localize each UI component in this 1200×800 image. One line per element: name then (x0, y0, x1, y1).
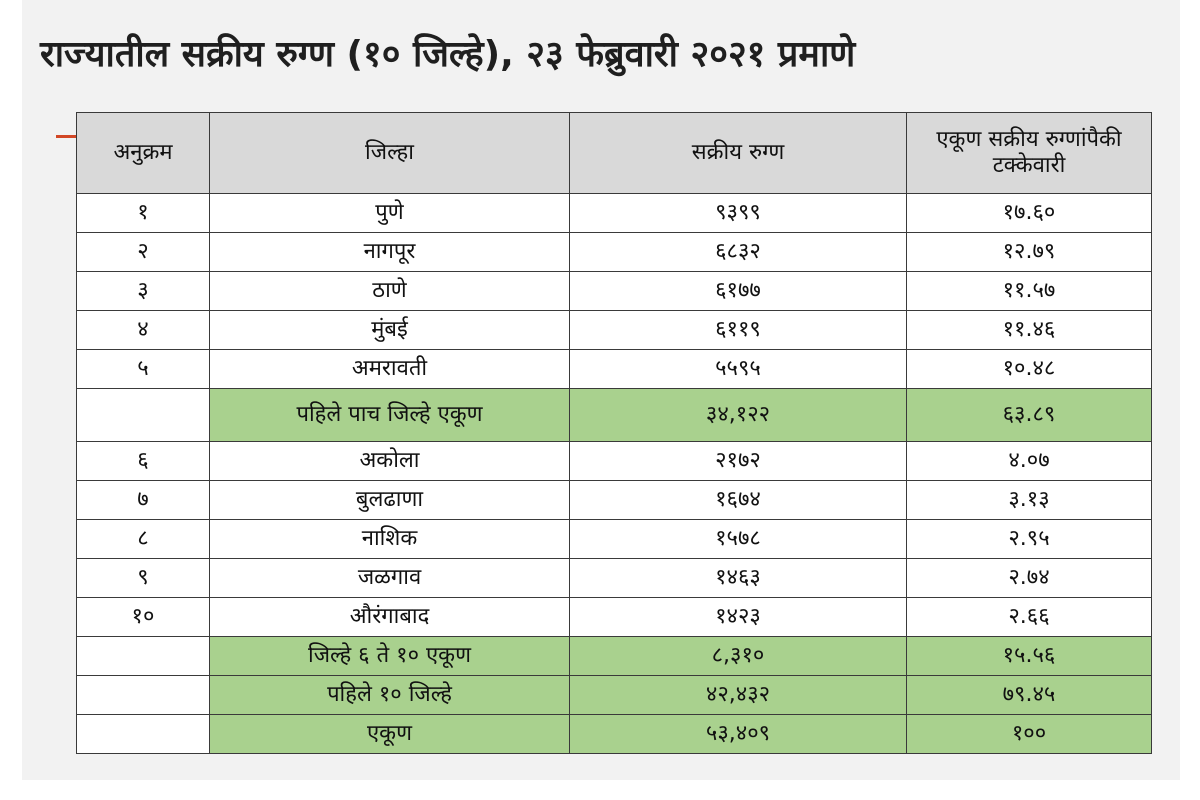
cell-district: जळगाव (210, 559, 570, 598)
cell-serial: ५ (77, 350, 210, 389)
cell-active: १५७८ (570, 520, 907, 559)
cell-district: औरंगाबाद (210, 598, 570, 637)
cell-serial: २ (77, 233, 210, 272)
subtotal-row-top-five (77, 389, 1152, 442)
cell-active: २१७२ (570, 442, 907, 481)
cell-percent: १७.६० (907, 194, 1152, 233)
cell-percent: ७९.४५ (907, 676, 1152, 715)
cell-serial: ८ (77, 520, 210, 559)
cell-serial: १ (77, 194, 210, 233)
cell-active: ५३,४०९ (570, 715, 907, 754)
cell-active: ८,३१० (570, 637, 907, 676)
cell-percent: ११.५७ (907, 272, 1152, 311)
cell-serial: ६ (77, 442, 210, 481)
cell-district: नागपूर (210, 233, 570, 272)
cell-serial (77, 389, 210, 442)
table-row (77, 194, 1152, 233)
cell-percent: २.९५ (907, 520, 1152, 559)
cell-district: पहिले पाच जिल्हे एकूण (210, 389, 570, 442)
accent-line (56, 135, 76, 138)
cell-percent: १२.७९ (907, 233, 1152, 272)
cell-active: ६१७७ (570, 272, 907, 311)
table-row (77, 272, 1152, 311)
cell-active: १४२३ (570, 598, 907, 637)
cell-serial: ९ (77, 559, 210, 598)
cell-district: जिल्हे ६ ते १० एकूण (210, 637, 570, 676)
cell-district: पहिले १० जिल्हे (210, 676, 570, 715)
cell-percent: १०० (907, 715, 1152, 754)
cell-serial: १० (77, 598, 210, 637)
table-row (77, 233, 1152, 272)
subtotal-row-six-to-ten (77, 637, 1152, 676)
page-title: राज्यातील सक्रीय रुग्ण (१० जिल्हे), २३ फेब्रुवारी २०२१ प्रमाणे (40, 34, 856, 75)
grand-total-row (77, 715, 1152, 754)
cell-percent: ६३.८९ (907, 389, 1152, 442)
cell-district: अकोला (210, 442, 570, 481)
cell-percent: ११.४६ (907, 311, 1152, 350)
cell-district: एकूण (210, 715, 570, 754)
subtotal-row-top-ten (77, 676, 1152, 715)
cell-district: बुलढाणा (210, 481, 570, 520)
table-row (77, 350, 1152, 389)
cell-active: ६८३२ (570, 233, 907, 272)
header-district: जिल्हा (210, 113, 570, 194)
header-percentage: एकूण सक्रीय रुग्णांपैकी टक्केवारी (907, 113, 1152, 194)
table-row (77, 311, 1152, 350)
cell-active: १४६३ (570, 559, 907, 598)
cell-serial (77, 637, 210, 676)
table-row (77, 442, 1152, 481)
table-row (77, 559, 1152, 598)
header-active-cases: सक्रीय रुग्ण (570, 113, 907, 194)
cell-district: नाशिक (210, 520, 570, 559)
cell-percent: ३.१३ (907, 481, 1152, 520)
cell-active: ४२,४३२ (570, 676, 907, 715)
table-row (77, 598, 1152, 637)
cell-percent: १५.५६ (907, 637, 1152, 676)
cell-percent: १०.४८ (907, 350, 1152, 389)
cell-active: ९३९९ (570, 194, 907, 233)
cell-serial: ३ (77, 272, 210, 311)
cell-district: ठाणे (210, 272, 570, 311)
cell-district: मुंबई (210, 311, 570, 350)
cell-serial (77, 715, 210, 754)
cell-percent: ४.०७ (907, 442, 1152, 481)
cell-district: अमरावती (210, 350, 570, 389)
cell-active: ३४,१२२ (570, 389, 907, 442)
cell-serial: ७ (77, 481, 210, 520)
cell-district: पुणे (210, 194, 570, 233)
cell-percent: २.७४ (907, 559, 1152, 598)
active-cases-table (76, 112, 1152, 754)
cell-active: ५५९५ (570, 350, 907, 389)
cell-active: ६११९ (570, 311, 907, 350)
cell-serial: ४ (77, 311, 210, 350)
cell-percent: २.६६ (907, 598, 1152, 637)
table-header-row (77, 113, 1152, 194)
table-row (77, 520, 1152, 559)
cell-active: १६७४ (570, 481, 907, 520)
table-row (77, 481, 1152, 520)
header-serial: अनुक्रम (77, 113, 210, 194)
cell-serial (77, 676, 210, 715)
